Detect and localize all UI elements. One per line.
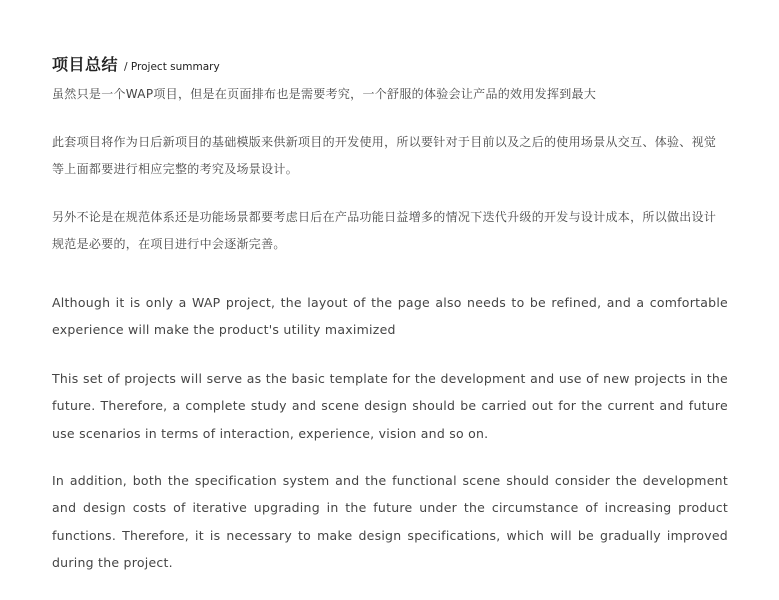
- title-chinese: 项目总结: [52, 55, 119, 74]
- paragraph-en-2: This set of projects will serve as the basic template for the development and use of new projects in the future. Therefore, a complete study and scene design should be carried out for the current and future use scenarios in terms of interaction, experience, vision and so on.: [52, 371, 728, 441]
- title-english: / Project summary: [124, 61, 220, 73]
- paragraph-cn-2: 此套项目将作为日后新项目的基础模版来供新项目的开发使用，所以要针对于目前以及之后的使用场景从交互、体验、视觉等上面都要进行相应完整的考究及场景设计。: [52, 135, 717, 176]
- paragraph-cn-1: 虽然只是一个WAP项目，但是在页面排布也是需要考究，一个舒服的体验会让产品的效用发挥到最大: [52, 87, 597, 101]
- paragraph-cn-3: 另外不论是在规范体系还是功能场景都要考虑日后在产品功能日益增多的情况下迭代升级的开发与设计成本，所以做出设计规范是必要的，在项目进行中会逐渐完善。: [52, 210, 717, 251]
- section-title: [52, 52, 220, 75]
- paragraph-en-3: In addition, both the specification system and the functional scene should consider the development and design costs of iterative upgrading in the future under the circumstance of increasing product functions. Therefore, it is necessary to make design specifications, which will be gradually improved during the project.: [52, 473, 728, 570]
- paragraph-en-1: Although it is only a WAP project, the layout of the page also needs to be refined, and a comfortable experience will make the product's utility maximized: [52, 295, 728, 338]
